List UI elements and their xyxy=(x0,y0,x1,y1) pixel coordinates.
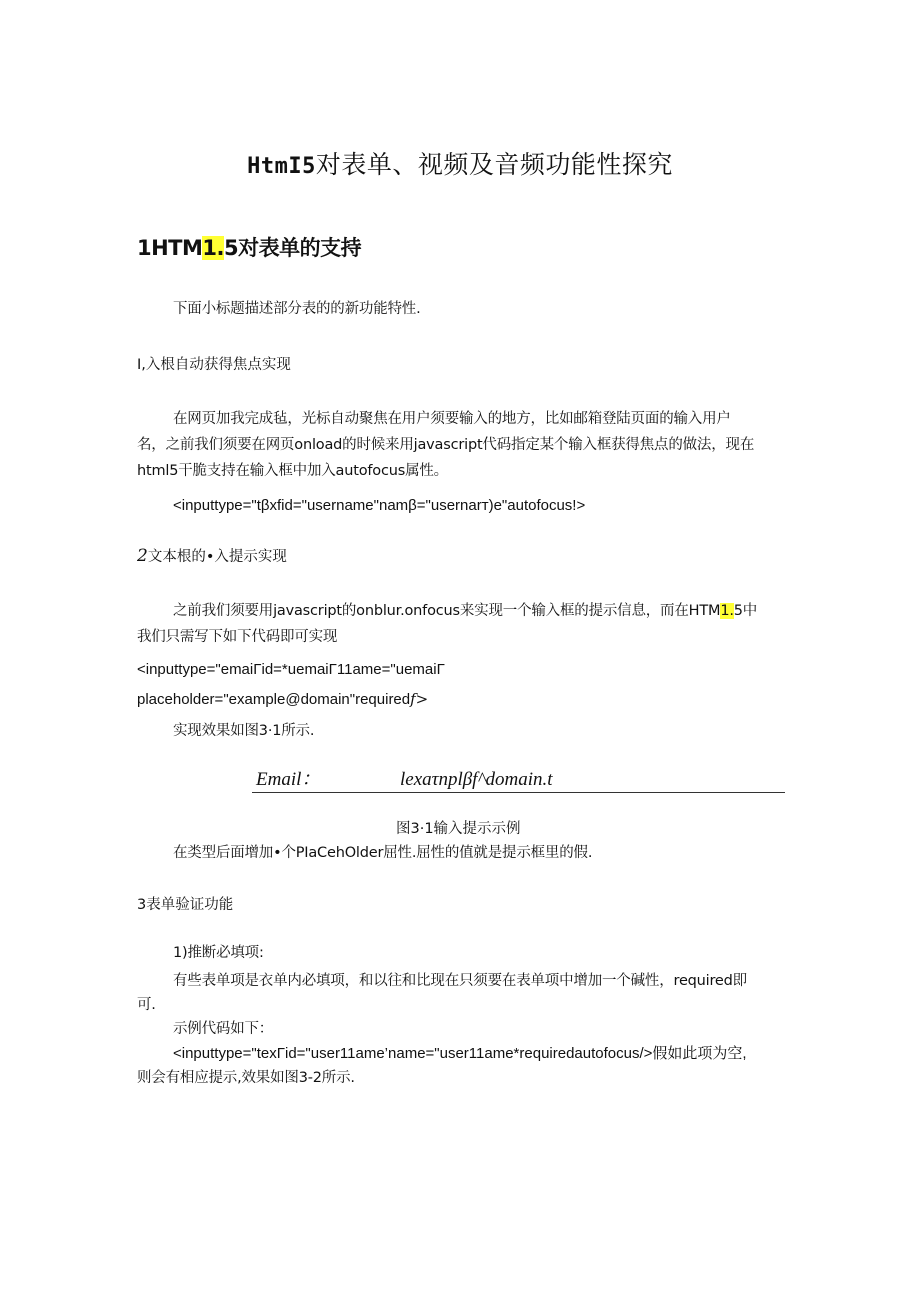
figure-email-input xyxy=(252,770,785,793)
figure-caption: 图3·1输入提示示例 xyxy=(396,821,521,837)
section-heading-1-highlight: 1. xyxy=(202,236,225,260)
list-item-required: 1)推断必填项: xyxy=(173,945,264,961)
figure-email-label: Email： xyxy=(256,769,321,790)
code-placeholder-line1: <inputtype="emaiΓid=*uemaiΓ11ame="uemaiΓ xyxy=(137,661,445,678)
subsection-heading-2-text: 文本根的•入提示实现 xyxy=(147,549,287,565)
code-placeholder-line2-main: placeholder="example@domain"required xyxy=(137,691,411,708)
example-code-label: 示例代码如下： xyxy=(173,1021,274,1037)
paragraph-placeholder-line1 xyxy=(173,604,757,619)
code-required-continuation: 则会有相应提示,效果如图3-2所示. xyxy=(137,1070,355,1086)
paragraph-placeholder-line1-post: 5中 xyxy=(733,603,758,619)
paragraph-autofocus-line3: html5干脆支持在输入框中加入autofocus属性。 xyxy=(137,463,448,479)
code-placeholder-line2-tail: f> xyxy=(410,690,429,708)
paragraph-placeholder-line1-pre: 之前我们须要用javascript的onblur.onfocus来实现一个输入框的提示信息，而在HTM xyxy=(173,603,721,619)
subsection-heading-3: 3表单验证功能 xyxy=(137,897,234,913)
subsection-heading-1: I,入根自动获得焦点实现 xyxy=(137,357,291,373)
paragraph-autofocus-line2: 名，之前我们须要在网页onload的时候来用javascript代码指定某个输入框获得焦点的做法，现在 xyxy=(137,437,755,453)
result-note: 实现效果如图3·1所示. xyxy=(173,723,315,739)
figure-email-placeholder: lexaτnplβf^domain.t xyxy=(400,769,553,790)
document-title-latin: HtmI5 xyxy=(247,154,316,179)
paragraph-autofocus-line1: 在网页加我完成毡，光标自动聚焦在用户须要输入的地方，比如邮箱登陆页面的输入用户 xyxy=(173,411,731,427)
paragraph-after-caption: 在类型后面增加•个PIaCehOlder屈性.屈性的值就是提示框里的假. xyxy=(173,845,593,861)
subsection-heading-2-number: 2 xyxy=(137,546,148,566)
section-heading-1-pre: 1HTM xyxy=(137,236,203,260)
paragraph-placeholder-line2: 我们只需写下如下代码即可实现 xyxy=(137,629,338,645)
paragraph-placeholder-highlight: 1. xyxy=(720,603,734,619)
code-autofocus: <inputtype="tβxfid="username"namβ="usernarт)e"autofocus!> xyxy=(173,497,586,514)
document-title xyxy=(0,152,920,178)
paragraph-required-line2: 可. xyxy=(137,997,156,1013)
section-heading-1-post: 5对表单的支持 xyxy=(224,236,362,260)
section-heading-1 xyxy=(137,238,361,259)
subsection-heading-2 xyxy=(137,548,287,565)
code-required: <inputtype="texΓid="user11ame’name="user11ame*requiredautofocus/>假如此项为空, xyxy=(173,1045,747,1062)
paragraph-required-line1: 有些表单项是衣单内必填项，和以往和比现在只须要在表单项中增加一个碱性，required即 xyxy=(173,973,747,989)
section-intro: 下面小标题描述部分表的的新功能特性. xyxy=(173,301,421,317)
code-placeholder-line2 xyxy=(137,692,428,707)
document-title-cjk: 对表单、视频及音频功能性探究 xyxy=(315,150,673,179)
